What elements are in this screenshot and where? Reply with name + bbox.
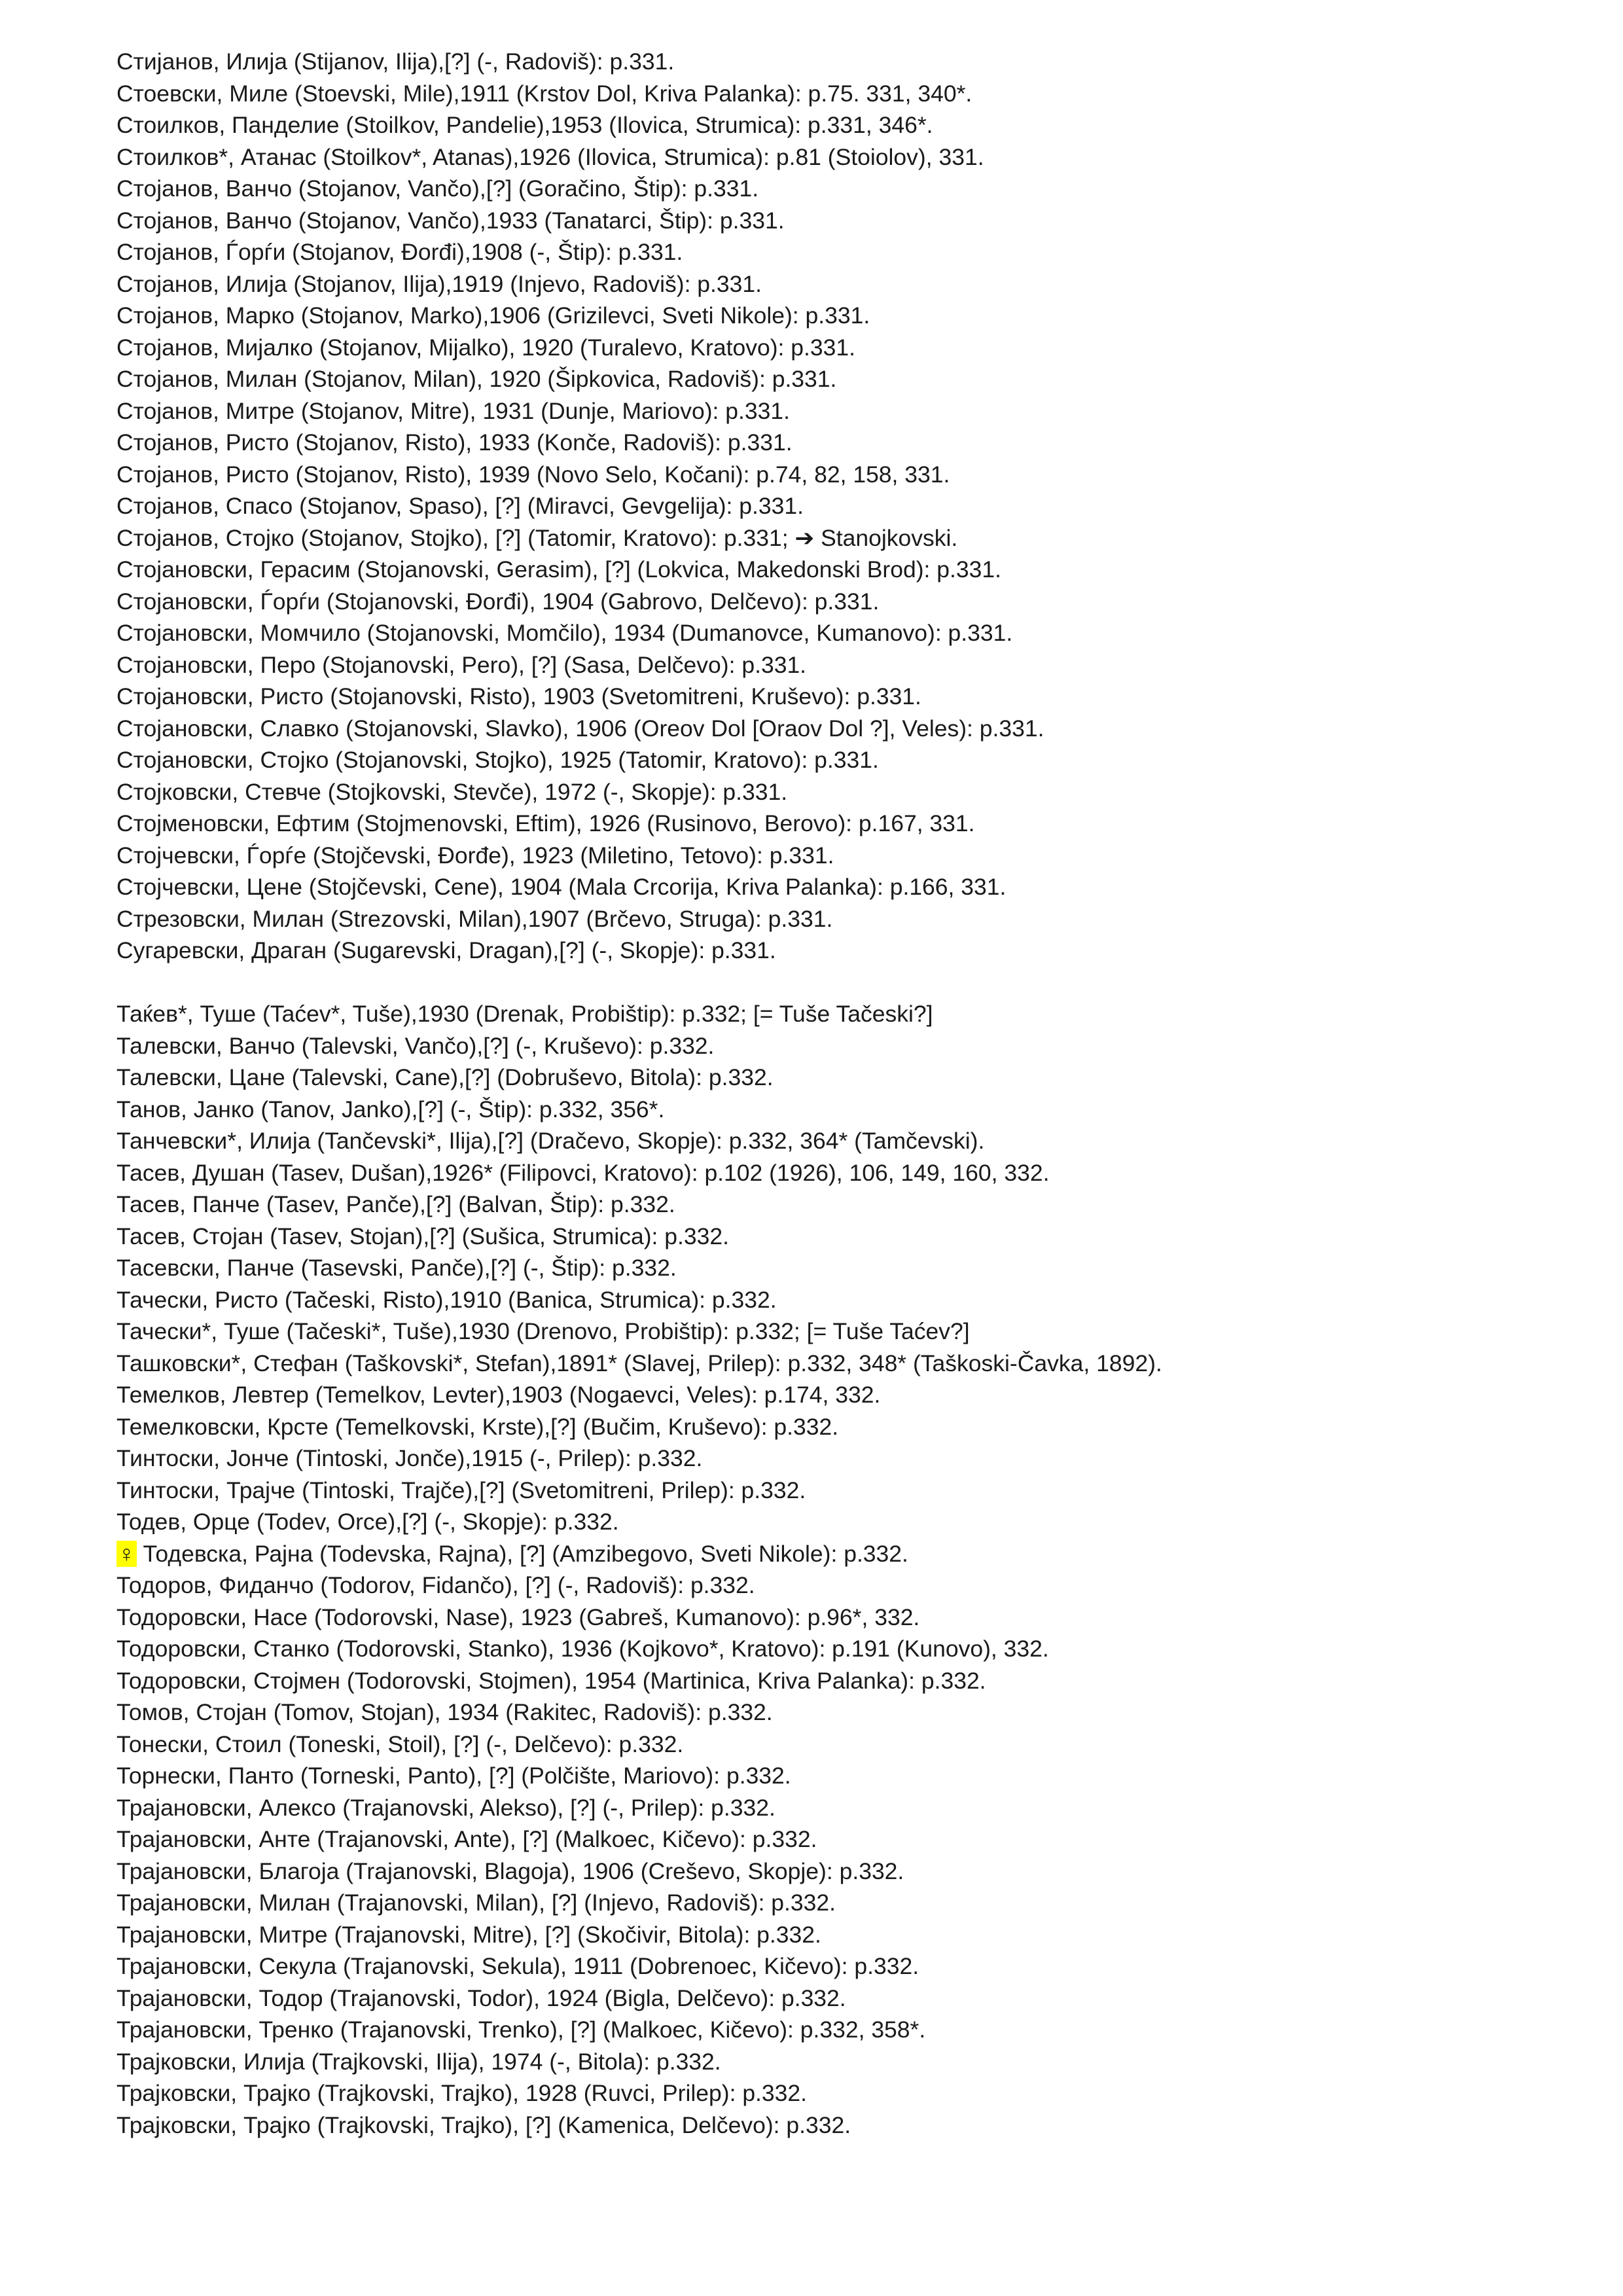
index-entry: Талевски, Цане (Talevski, Cane),[?] (Dobruševo, Bitola): p.332. (116, 1064, 774, 1090)
index-entry: Трајановски, Благоја (Trajanovski, Blagoja), 1906 (Creševo, Skopje): p.332. (116, 1857, 904, 1884)
female-entry-text: Тодевска, Рајна (Todevska, Rajna), [?] (Amzibegovo, Sveti Nikole): p.332. (143, 1540, 908, 1567)
index-entry: Стојанов, Стојко (Stojanov, Stojko), [?] (Tatomir, Kratovo): p.331; ➔ Stanojkovski. (116, 524, 958, 551)
index-entry: Талевски, Ванчо (Talevski, Vančo),[?] (-, Kruševo): p.332. (116, 1032, 715, 1059)
index-entry: Стојанов, Спасо (Stojanov, Spaso), [?] (Miravci, Gevgelija): p.331. (116, 493, 804, 519)
index-entry: Тасев, Панче (Tasev, Panče),[?] (Balvan, Štip): p.332. (116, 1191, 675, 1217)
index-entry: Стојчевски, Ѓорѓе (Stojčevski, Đorđe), 1923 (Miletino, Tetovo): p.331. (116, 842, 834, 869)
index-entry: Таќев*, Туше (Taćev*, Tuše),1930 (Drenak, Probištip): p.332; [= Tuše Tačeski?] (116, 1001, 933, 1027)
index-entry: Тасевски, Панче (Tasevski, Panče),[?] (-, Štip): p.332. (116, 1255, 677, 1281)
index-entry: Тодоровски, Стојмен (Todorovski, Stojmen), 1954 (Martinica, Kriva Palanka): p.332. (116, 1667, 986, 1694)
entries-group-s (116, 46, 1556, 967)
entries-group-t-part1 (116, 998, 1556, 1538)
index-entry: Трајковски, Трајко (Trajkovski, Trajko), 1928 (Ruvci, Prilep): p.332. (116, 2080, 808, 2106)
index-entry: Темелков, Левтер (Temelkov, Levter),1903 (Nogaevci, Veles): p.174, 332. (116, 1382, 881, 1408)
index-entry: Стојменовски, Ефтим (Stojmenovski, Eftim), 1926 (Rusinovo, Berovo): p.167, 331. (116, 810, 975, 836)
female-symbol-icon: ♀ (118, 1540, 135, 1567)
index-entry: Тасев, Душан (Tasev, Dušan),1926* (Filipovci, Kratovo): p.102 (1926), 106, 149, 160, 332. (116, 1159, 1050, 1186)
index-entry: Трајановски, Секула (Trajanovski, Sekula), 1911 (Dobrenoec, Kičevo): p.332. (116, 1953, 919, 1979)
index-entry: Трајановски, Милан (Trajanovski, Milan), [?] (Injevo, Radoviš): p.332. (116, 1890, 836, 1916)
index-entry: Стојановски, Славко (Stojanovski, Slavko), 1906 (Oreov Dol [Oraov Dol ?], Veles): p.331. (116, 715, 1044, 742)
index-entry: Стоилков*, Атанас (Stoilkov*, Atanas),1926 (Ilovica, Strumica): p.81 (Stoiolov), 331. (116, 143, 984, 170)
index-entry: Тинтоски, Јонче (Tintoski, Jonče),1915 (-, Prilep): p.332. (116, 1445, 703, 1471)
index-entry: Тодоровски, Станко (Todorovski, Stanko), 1936 (Kojkovo*, Kratovo): p.191 (Kunovo), 332. (116, 1636, 1049, 1662)
index-entry: Стојановски, Стојко (Stojanovski, Stojko), 1925 (Tatomir, Kratovo): p.331. (116, 747, 879, 773)
index-entry: Тодев, Орце (Todev, Orce),[?] (-, Skopje): p.332. (116, 1509, 619, 1535)
index-entry: Тасев, Стојан (Tasev, Stojan),[?] (Sušica, Strumica): p.332. (116, 1223, 729, 1249)
index-entry: Стојановски, Герасим (Stojanovski, Gerasim), [?] (Lokvica, Makedonski Brod): p.331. (116, 556, 1001, 583)
entries-group-t-part2 (116, 1570, 1556, 2141)
index-entry: Стојанов, Ванчо (Stojanov, Vančo),1933 (Tanatarci, Štip): p.331. (116, 207, 785, 234)
index-entry: Танов, Јанко (Tanov, Janko),[?] (-, Štip): p.332, 356*. (116, 1096, 665, 1122)
index-entry: Стојчевски, Цене (Stojčevski, Cene), 1904 (Mala Crcorija, Kriva Palanka): p.166, 331. (116, 874, 1007, 900)
index-entry: Стојанов, Ванчо (Stojanov, Vančo),[?] (Goračino, Štip): p.331. (116, 175, 759, 202)
index-entry: Тодоровски, Насе (Todorovski, Nase), 1923 (Gabreš, Kumanovo): p.96*, 332. (116, 1604, 920, 1630)
index-page (116, 46, 1556, 2141)
index-entry: Тачески*, Туше (Tačeski*, Tuše),1930 (Drenovo, Probištip): p.332; [= Tuše Taćev?] (116, 1318, 970, 1344)
index-entry: Стојанов, Ѓорѓи (Stojanov, Đorđi),1908 (-, Štip): p.331. (116, 239, 683, 265)
group-separator (116, 967, 1556, 999)
index-entry: Стијанов, Илија (Stijanov, Ilija),[?] (-, Radoviš): p.331. (116, 48, 675, 75)
index-entry: Стрезовски, Милан (Strezovski, Milan),1907 (Brčevo, Struga): p.331. (116, 905, 833, 932)
index-entry: Стојанов, Мијалко (Stojanov, Mijalko), 1920 (Turalevo, Kratovo): p.331. (116, 334, 855, 361)
index-entry: Тонески, Стоил (Toneski, Stoil), [?] (-, Delčevo): p.332. (116, 1731, 684, 1757)
index-entry: Стојановски, Момчило (Stojanovski, Momčilo), 1934 (Dumanovce, Kumanovo): p.331. (116, 620, 1013, 646)
index-entry: Трајковски, Трајко (Trajkovski, Trajko), [?] (Kamenica, Delčevo): p.332. (116, 2111, 851, 2138)
index-entry: Торнески, Панто (Torneski, Panto), [?] (Polčište, Mariovo): p.332. (116, 1763, 791, 1789)
index-entry: Трајановски, Митре (Trajanovski, Mitre), [?] (Skočivir, Bitola): p.332. (116, 1921, 821, 1948)
index-entry: Темелковски, Крсте (Temelkovski, Krste),[?] (Bučim, Kruševo): p.332. (116, 1413, 839, 1440)
index-entry: Сугаревски, Драган (Sugarevski, Dragan),[?] (-, Skopje): p.331. (116, 937, 776, 963)
index-entry: Стојанов, Илија (Stojanov, Ilija),1919 (Injevo, Radoviš): p.331. (116, 270, 762, 297)
index-entry: Стојанов, Ристо (Stojanov, Risto), 1939 (Novo Selo, Kočani): p.74, 82, 158, 331. (116, 461, 950, 488)
index-entry: Стојановски, Ѓорѓи (Stojanovski, Đorđi), 1904 (Gabrovo, Delčevo): p.331. (116, 588, 880, 615)
index-entry: Тачески, Ристо (Tačeski, Risto),1910 (Banica, Strumica): p.332. (116, 1286, 777, 1313)
index-entry: Стојановски, Ристо (Stojanovski, Risto), 1903 (Svetomitreni, Kruševo): p.331. (116, 683, 921, 709)
index-entry: Трајановски, Тодор (Trajanovski, Todor), 1924 (Bigla, Delčevo): p.332. (116, 1984, 846, 2011)
index-entry: Стојанов, Митре (Stojanov, Mitre), 1931 (Dunje, Mariovo): p.331. (116, 397, 790, 424)
index-entry: Тинтоски, Трајче (Tintoski, Trajče),[?] (Svetomitreni, Prilep): p.332. (116, 1477, 806, 1503)
index-entry: Стојковски, Стевче (Stojkovski, Stevče), 1972 (-, Skopje): p.331. (116, 778, 788, 805)
index-entry: Трајановски, Алексо (Trajanovski, Alekso), [?] (-, Prilep): p.332. (116, 1794, 776, 1821)
index-entry: Трајановски, Тренко (Trajanovski, Trenko), [?] (Malkoec, Kičevo): p.332, 358*. (116, 2017, 926, 2043)
index-entry: Тодоров, Фиданчо (Todorov, Fidančo), [?] (-, Radoviš): p.332. (116, 1572, 755, 1598)
index-entry: Стоевски, Миле (Stoevski, Mile),1911 (Krstov Dol, Kriva Palanka): p.75. 331, 340*. (116, 80, 972, 107)
index-entry: Стојанов, Милан (Stojanov, Milan), 1920 (Šipkovica, Radoviš): p.331. (116, 366, 837, 392)
index-entry: Стојановски, Перо (Stojanovski, Pero), [?] (Sasa, Delčevo): p.331. (116, 651, 807, 678)
index-entry: Стоилков, Панделие (Stoilkov, Pandelie),1953 (Ilovica, Strumica): p.331, 346*. (116, 112, 933, 138)
index-entry: Томов, Стојан (Tomov, Stojan), 1934 (Rakitec, Radoviš): p.332. (116, 1699, 773, 1725)
index-entry: Танчевски*, Илија (Tančevski*, Ilija),[?] (Dračevo, Skopje): p.332, 364* (Tamčevski). (116, 1128, 985, 1154)
index-entry: Стојанов, Марко (Stojanov, Marko),1906 (Grizilevci, Sveti Nikole): p.331. (116, 302, 870, 329)
index-entry-female (116, 1538, 1556, 1570)
index-entry: Ташковски*, Стефан (Taškovski*, Stefan),1891* (Slavej, Prilep): p.332, 348* (Taškoski-Čavka, 1892). (116, 1350, 1162, 1376)
index-entry: Трајковски, Илија (Trajkovski, Ilija), 1974 (-, Bitola): p.332. (116, 2048, 721, 2075)
index-entry: Стојанов, Ристо (Stojanov, Risto), 1933 (Konče, Radoviš): p.331. (116, 429, 793, 456)
index-entry: Трајановски, Анте (Trajanovski, Ante), [?] (Malkoec, Kičevo): p.332. (116, 1826, 817, 1852)
